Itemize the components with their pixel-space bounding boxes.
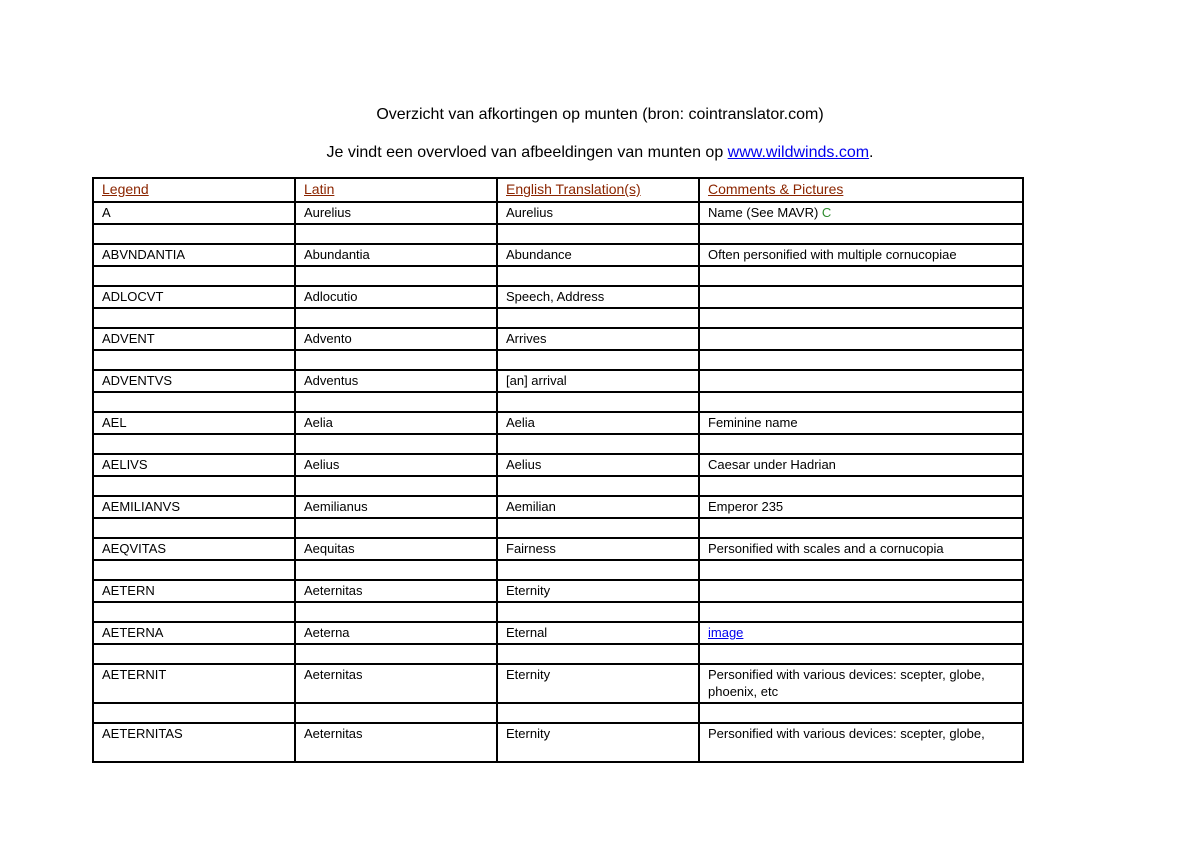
empty-cell <box>497 434 699 454</box>
spacer-row <box>93 266 1023 286</box>
cell-latin <box>295 286 497 308</box>
empty-cell <box>93 434 295 454</box>
spacer-row <box>93 434 1023 454</box>
cell-comment <box>699 496 1023 518</box>
abbreviations-table <box>92 177 1024 763</box>
comment-text: Personified with various devices: scepter, globe, phoenix, etc <box>708 667 985 699</box>
wildwinds-link[interactable]: www.wildwinds.com <box>727 144 870 161</box>
table-row <box>93 202 1023 224</box>
comment-text: Personified with scales and a cornucopia <box>708 541 944 556</box>
latin-text: Aeternitas <box>304 667 363 682</box>
cell-legend <box>93 538 295 560</box>
subtitle-text: Je vindt een overvloed van afbeeldingen van munten op <box>326 144 728 161</box>
legend-text: AEQVITAS <box>102 541 167 556</box>
table-header-row <box>93 178 1023 202</box>
cell-latin <box>295 412 497 434</box>
latin-text: Aelia <box>304 415 333 430</box>
empty-cell <box>497 350 699 370</box>
empty-cell <box>497 308 699 328</box>
cell-legend <box>93 664 295 703</box>
spacer-row <box>93 350 1023 370</box>
table-row <box>93 622 1023 644</box>
cell-latin <box>295 538 497 560</box>
comment-text: Caesar under Hadrian <box>708 457 836 472</box>
table-body <box>93 202 1023 762</box>
legend-text: AETERNIT <box>102 667 167 682</box>
legend-text: AETERNITAS <box>102 726 183 741</box>
table-row <box>93 580 1023 602</box>
cell-latin <box>295 328 497 350</box>
latin-text: Adventus <box>304 373 359 388</box>
subtitle-end: . <box>869 144 874 161</box>
cell-comment <box>699 412 1023 434</box>
cell-latin <box>295 370 497 392</box>
empty-cell <box>497 602 699 622</box>
empty-cell <box>295 266 497 286</box>
cell-legend <box>93 622 295 644</box>
empty-cell <box>699 703 1023 723</box>
comment-text: Personified with various devices: scepter, globe, <box>708 726 985 741</box>
english-text: Eternity <box>506 667 551 682</box>
cell-comment <box>699 723 1023 762</box>
latin-text: Aequitas <box>304 541 355 556</box>
empty-cell <box>93 644 295 664</box>
legend-text: AETERN <box>102 583 155 598</box>
empty-cell <box>295 703 497 723</box>
cell-legend <box>93 286 295 308</box>
empty-cell <box>295 434 497 454</box>
cell-english <box>497 412 699 434</box>
cell-english <box>497 244 699 266</box>
cell-comment <box>699 328 1023 350</box>
empty-cell <box>699 350 1023 370</box>
empty-cell <box>699 266 1023 286</box>
table-row <box>93 538 1023 560</box>
cell-latin <box>295 454 497 476</box>
cell-legend <box>93 370 295 392</box>
cell-english <box>497 370 699 392</box>
empty-cell <box>497 476 699 496</box>
table-row <box>93 454 1023 476</box>
column-header-latin: Latin <box>295 178 497 202</box>
column-header-legend: Legend <box>93 178 295 202</box>
english-text: Aurelius <box>506 205 553 220</box>
image-link[interactable]: image <box>708 625 744 640</box>
cell-legend <box>93 580 295 602</box>
table-row <box>93 723 1023 762</box>
cell-english <box>497 580 699 602</box>
cell-english <box>497 622 699 644</box>
empty-cell <box>497 560 699 580</box>
english-text: Eternity <box>506 726 551 741</box>
english-text: Speech, Address <box>506 289 605 304</box>
cell-legend <box>93 412 295 434</box>
comment-text: Often personified with multiple cornucopiae <box>708 247 957 262</box>
table-row <box>93 286 1023 308</box>
cell-legend <box>93 244 295 266</box>
legend-text: ABVNDANTIA <box>102 247 186 262</box>
spacer-row <box>93 602 1023 622</box>
english-text: Aelius <box>506 457 542 472</box>
legend-text: ADLOCVT <box>102 289 164 304</box>
empty-cell <box>93 476 295 496</box>
english-text: Aelia <box>506 415 535 430</box>
latin-text: Aurelius <box>304 205 351 220</box>
legend-text: ADVENTVS <box>102 373 173 388</box>
empty-cell <box>497 392 699 412</box>
spacer-row <box>93 392 1023 412</box>
empty-cell <box>93 308 295 328</box>
cell-legend <box>93 454 295 476</box>
latin-text: Adlocutio <box>304 289 358 304</box>
cell-legend <box>93 723 295 762</box>
empty-cell <box>295 518 497 538</box>
empty-cell <box>295 560 497 580</box>
empty-cell <box>699 392 1023 412</box>
cell-comment <box>699 622 1023 644</box>
cell-comment <box>699 286 1023 308</box>
empty-cell <box>93 518 295 538</box>
empty-cell <box>699 434 1023 454</box>
cell-legend <box>93 202 295 224</box>
empty-cell <box>93 266 295 286</box>
cell-latin <box>295 496 497 518</box>
cell-latin <box>295 202 497 224</box>
legend-text: A <box>102 205 111 220</box>
legend-text: AEL <box>102 415 127 430</box>
english-text: Eternity <box>506 583 551 598</box>
cell-english <box>497 454 699 476</box>
cell-comment <box>699 664 1023 703</box>
page-title: Overzicht van afkortingen op munten (bron: cointranslator.com) <box>376 106 824 123</box>
empty-cell <box>93 602 295 622</box>
comment-text: Feminine name <box>708 415 798 430</box>
empty-cell <box>699 644 1023 664</box>
table-row <box>93 328 1023 350</box>
comment-text: Name (See MAVR) <box>708 205 819 220</box>
empty-cell <box>497 644 699 664</box>
latin-text: Aeternitas <box>304 583 363 598</box>
empty-cell <box>295 644 497 664</box>
legend-text: AETERNA <box>102 625 164 640</box>
spacer-row <box>93 476 1023 496</box>
cell-comment <box>699 244 1023 266</box>
empty-cell <box>497 703 699 723</box>
empty-cell <box>295 602 497 622</box>
latin-text: Advento <box>304 331 352 346</box>
cell-comment <box>699 454 1023 476</box>
cell-comment <box>699 202 1023 224</box>
legend-text: ADVENT <box>102 331 155 346</box>
page-subtitle <box>0 142 1200 164</box>
column-header-comments: Comments & Pictures <box>699 178 1023 202</box>
empty-cell <box>699 560 1023 580</box>
empty-cell <box>699 308 1023 328</box>
english-text: [an] arrival <box>506 373 567 388</box>
legend-text: AEMILIANVS <box>102 499 181 514</box>
cell-comment <box>699 538 1023 560</box>
english-text: Fairness <box>506 541 556 556</box>
empty-cell <box>699 518 1023 538</box>
cell-english <box>497 202 699 224</box>
cell-english <box>497 538 699 560</box>
cell-english <box>497 723 699 762</box>
empty-cell <box>497 266 699 286</box>
spacer-row <box>93 518 1023 538</box>
table-row <box>93 664 1023 703</box>
spacer-row <box>93 308 1023 328</box>
cell-latin <box>295 244 497 266</box>
cell-comment <box>699 370 1023 392</box>
english-text: Arrives <box>506 331 547 346</box>
cell-latin <box>295 664 497 703</box>
empty-cell <box>497 224 699 244</box>
cell-english <box>497 664 699 703</box>
empty-cell <box>295 392 497 412</box>
cell-comment <box>699 580 1023 602</box>
empty-cell <box>699 224 1023 244</box>
empty-cell <box>295 224 497 244</box>
empty-cell <box>93 560 295 580</box>
empty-cell <box>699 476 1023 496</box>
english-text: Abundance <box>506 247 572 262</box>
english-text: Aemilian <box>506 499 556 514</box>
latin-text: Aemilianus <box>304 499 368 514</box>
spacer-row <box>93 224 1023 244</box>
latin-text: Aeterna <box>304 625 350 640</box>
latin-text: Aeternitas <box>304 726 363 741</box>
cell-english <box>497 328 699 350</box>
empty-cell <box>497 518 699 538</box>
empty-cell <box>93 350 295 370</box>
spacer-row <box>93 560 1023 580</box>
cell-legend <box>93 328 295 350</box>
table-row <box>93 370 1023 392</box>
cell-english <box>497 496 699 518</box>
column-header-english: English Translation(s) <box>497 178 699 202</box>
empty-cell <box>93 224 295 244</box>
table-row <box>93 496 1023 518</box>
empty-cell <box>93 392 295 412</box>
empty-cell <box>295 308 497 328</box>
legend-text: AELIVS <box>102 457 148 472</box>
empty-cell <box>699 602 1023 622</box>
latin-text: Aelius <box>304 457 340 472</box>
english-text: Eternal <box>506 625 548 640</box>
cell-latin <box>295 622 497 644</box>
empty-cell <box>93 703 295 723</box>
note-text: C <box>821 205 832 220</box>
cell-latin <box>295 723 497 762</box>
comment-text: Emperor 235 <box>708 499 784 514</box>
table-row <box>93 244 1023 266</box>
table-row <box>93 412 1023 434</box>
spacer-row <box>93 703 1023 723</box>
cell-legend <box>93 496 295 518</box>
latin-text: Abundantia <box>304 247 370 262</box>
cell-latin <box>295 580 497 602</box>
spacer-row <box>93 644 1023 664</box>
empty-cell <box>295 350 497 370</box>
cell-english <box>497 286 699 308</box>
empty-cell <box>295 476 497 496</box>
